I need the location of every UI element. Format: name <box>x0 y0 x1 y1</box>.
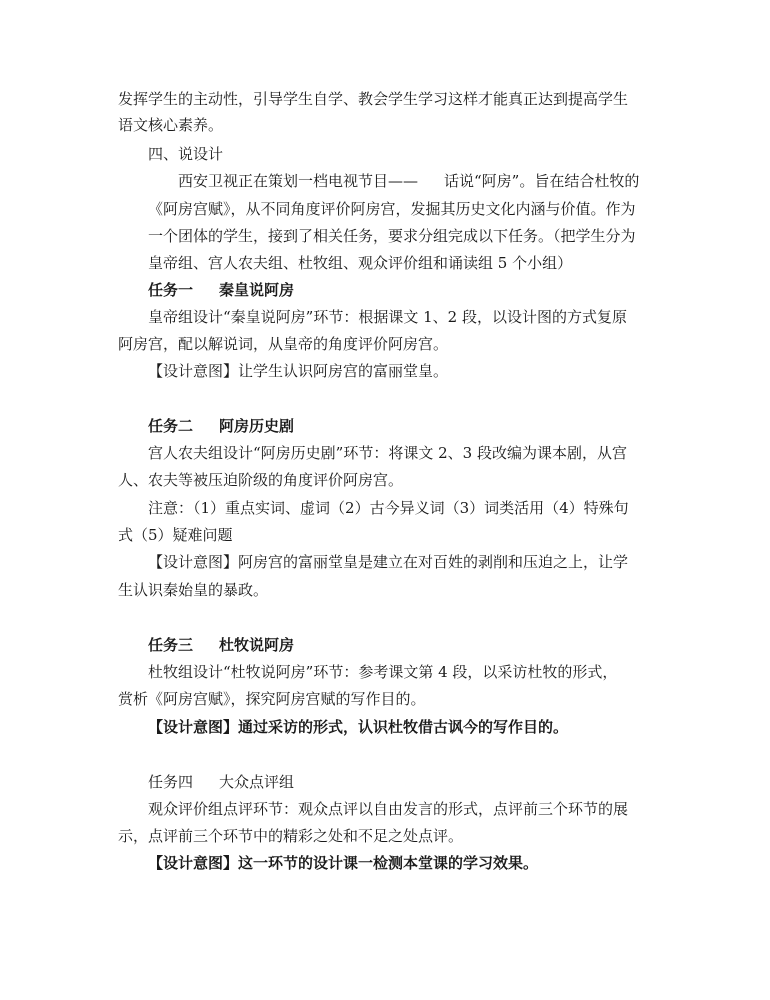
intro-line-2: 语文核心素养。 <box>118 116 224 134</box>
task-4-intent: 【设计意图】这一环节的设计课一检测本堂课的学习效果。 <box>148 854 539 872</box>
task-2-intent-line-2: 生认识秦始皇的暴政。 <box>118 581 269 599</box>
task-3-number: 任务三 <box>148 636 194 654</box>
task-4-title: 大众点评组 <box>219 773 295 791</box>
task-2-note-line-2: 式（5）疑难问题 <box>118 526 233 544</box>
task-2-desc-line-2: 人、农夫等被压迫阶级的角度评价阿房宫。 <box>118 471 404 489</box>
task-2-heading <box>148 416 294 436</box>
overview-line-1-part-a: 西安卫视正在策划一档电视节目—— <box>178 172 419 190</box>
task-3-desc-line-1: 杜牧组设计“杜牧说阿房”环节：参考课文第 4 段，以采访杜牧的形式， <box>148 663 618 681</box>
task-4-desc-line-1: 观众评价组点评环节：观众点评以自由发言的形式，点评前三个环节的展 <box>148 800 629 818</box>
task-1-desc-line-1: 皇帝组设计“秦皇说阿房”环节：根据课文 1、2 段，以设计图的方式复原 <box>148 308 627 326</box>
task-2-note-line-1: 注意：（1）重点实词、虚词（2）古今异义词（3）词类活用（4）特殊句 <box>148 499 629 517</box>
overview-line-3: 一个团体的学生，接到了相关任务，要求分组完成以下任务。（把学生分为 <box>148 227 636 245</box>
task-1-number: 任务一 <box>148 281 194 299</box>
task-3-intent: 【设计意图】通过采访的形式，认识杜牧借古讽今的写作目的。 <box>148 718 569 736</box>
overview-line-4: 皇帝组、宫人农夫组、杜牧组、观众评价组和诵读组 5 个小组） <box>148 254 573 272</box>
overview-line-2: 《阿房宫赋》，从不同角度评价阿房宫，发掘其历史文化内涵与价值。作为 <box>148 200 636 218</box>
task-1-intent: 【设计意图】让学生认识阿房宫的富丽堂皇。 <box>148 362 449 380</box>
task-2-intent-line-1: 【设计意图】阿房宫的富丽堂皇是建立在对百姓的剥削和压迫之上，让学 <box>148 553 629 571</box>
overview-line-1 <box>178 171 639 191</box>
task-2-desc-line-1: 宫人农夫组设计“阿房历史剧”环节：将课文 2、3 段改编为课本剧，从宫 <box>148 444 627 462</box>
task-3-title: 杜牧说阿房 <box>219 636 295 654</box>
task-2-title: 阿房历史剧 <box>219 417 295 435</box>
task-4-desc-line-2: 示，点评前三个环节中的精彩之处和不足之处点评。 <box>118 827 464 845</box>
task-4-number: 任务四 <box>148 773 194 791</box>
task-4-heading <box>148 772 294 792</box>
task-2-number: 任务二 <box>148 417 194 435</box>
task-1-title: 秦皇说阿房 <box>219 281 295 299</box>
overview-line-1-part-b: 话说“阿房”。旨在结合杜牧的 <box>444 172 640 190</box>
intro-line-1: 发挥学生的主动性，引导学生自学、教会学生学习这样才能真正达到提高学生 <box>118 90 629 108</box>
task-3-desc-line-2: 赏析《阿房宫赋》，探究阿房宫赋的写作目的。 <box>118 690 426 708</box>
task-1-heading <box>148 280 294 300</box>
section-heading: 四、说设计 <box>148 145 224 163</box>
task-1-desc-line-2: 阿房宫，配以解说词，从皇帝的角度评价阿房宫。 <box>118 335 449 353</box>
task-3-heading <box>148 635 294 655</box>
